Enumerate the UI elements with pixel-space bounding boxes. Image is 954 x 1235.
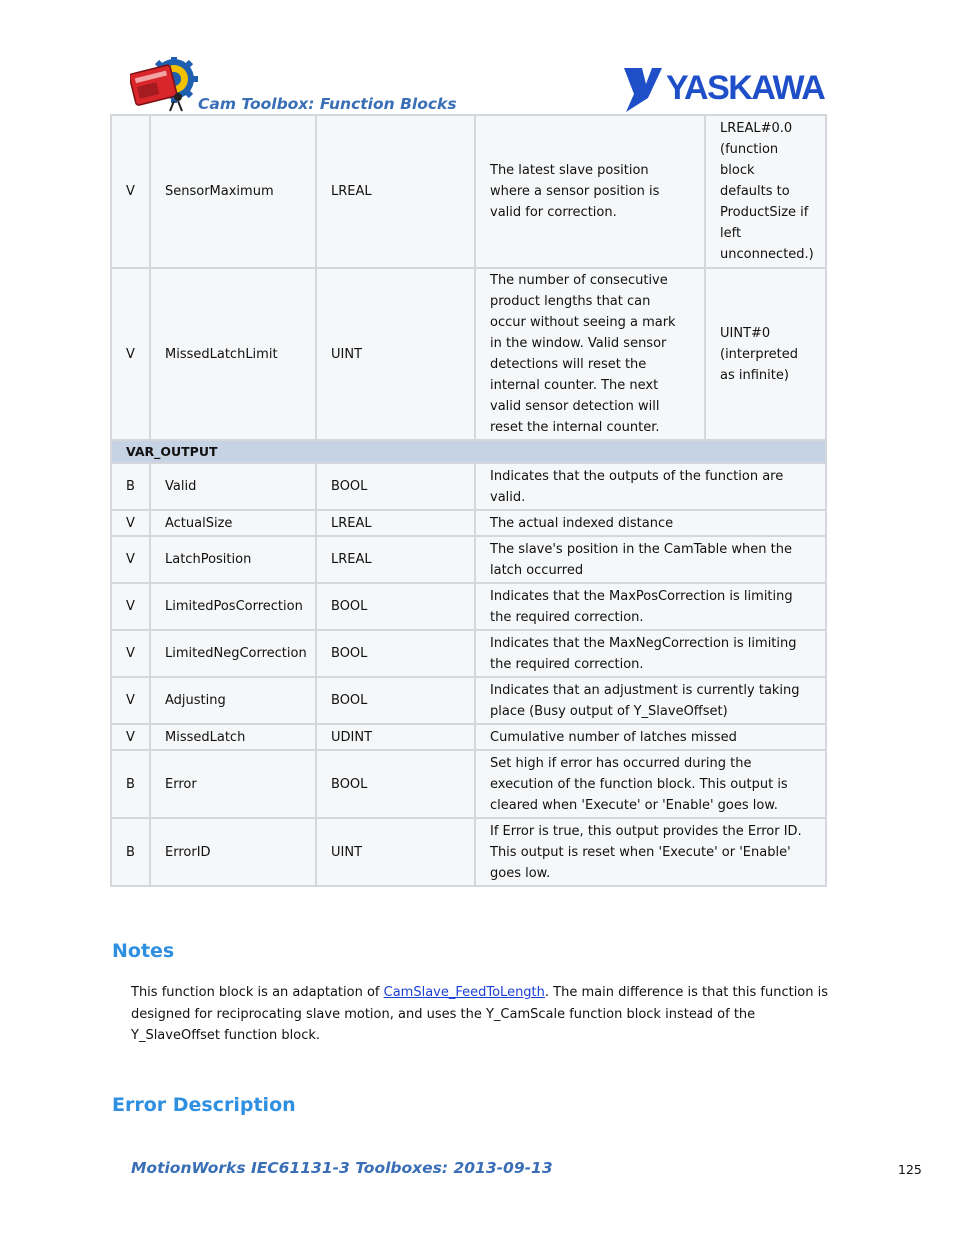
param-datatype: LREAL <box>317 511 474 535</box>
notes-text-before: This function block is an adaptation of <box>131 985 384 1000</box>
param-datatype: UINT <box>317 269 474 439</box>
param-description: Set high if error has occurred during the execution of the function block. This output is cleared when 'Execute' or 'Enable' goes low. <box>476 751 825 817</box>
param-type: V <box>112 584 149 629</box>
param-name: LimitedNegCorrection <box>151 631 315 676</box>
param-name: MissedLatch <box>151 725 315 749</box>
param-type: V <box>112 631 149 676</box>
footer-title: MotionWorks IEC61131-3 Toolboxes: 2013-09-13 <box>131 1159 553 1177</box>
param-name: LatchPosition <box>151 537 315 582</box>
table-row <box>112 725 825 749</box>
param-type: V <box>112 269 149 439</box>
param-name: ActualSize <box>151 511 315 535</box>
camslave-feedtolength-link[interactable]: CamSlave_FeedToLength <box>383 985 545 1000</box>
param-default: LREAL#0.0 (function block defaults to ProductSize if left unconnected.) <box>706 116 825 267</box>
param-description: Indicates that the MaxNegCorrection is limiting the required correction. <box>476 631 825 676</box>
param-datatype: UDINT <box>317 725 474 749</box>
param-description: Cumulative number of latches missed <box>476 725 825 749</box>
param-datatype: UINT <box>317 819 474 885</box>
table-row <box>112 751 825 817</box>
param-datatype: BOOL <box>317 631 474 676</box>
notes-text-after: . The main difference is that this function is designed for reciprocating slave motion, and uses the Y_CamScale function block instead of the Y_SlaveOffset function block. <box>131 985 829 1043</box>
param-description: Indicates that the MaxPosCorrection is limiting the required correction. <box>476 584 825 629</box>
param-type: B <box>112 751 149 817</box>
param-name: LimitedPosCorrection <box>151 584 315 629</box>
param-name: Error <box>151 751 315 817</box>
page-number: 125 <box>898 1162 922 1177</box>
param-type: V <box>112 511 149 535</box>
notes-paragraph <box>131 982 831 1047</box>
param-name: Adjusting <box>151 678 315 723</box>
error-description-heading: Error Description <box>112 1094 296 1116</box>
param-description: The latest slave position where a sensor position is valid for correction. <box>476 116 704 267</box>
table-row <box>112 631 825 676</box>
param-datatype: BOOL <box>317 464 474 509</box>
param-datatype: LREAL <box>317 537 474 582</box>
table-row <box>112 511 825 535</box>
param-type: V <box>112 116 149 267</box>
table-row <box>112 116 825 267</box>
param-description: The number of consecutive product lengths that can occur without seeing a mark in the window. Valid sensor detections will reset the internal counter. The next valid sensor detection will reset the internal counter. <box>476 269 704 439</box>
param-type: V <box>112 678 149 723</box>
toolbox-logo-icon <box>130 57 200 112</box>
param-description: The actual indexed distance <box>476 511 825 535</box>
param-name: SensorMaximum <box>151 116 315 267</box>
table-row <box>112 584 825 629</box>
section-row <box>112 441 825 462</box>
svg-text:YASKAWA: YASKAWA <box>666 69 825 107</box>
parameter-table <box>110 114 827 887</box>
param-description: The slave's position in the CamTable when the latch occurred <box>476 537 825 582</box>
yaskawa-logo <box>622 66 844 112</box>
param-datatype: LREAL <box>317 116 474 267</box>
table-row <box>112 269 825 439</box>
param-description: Indicates that the outputs of the function are valid. <box>476 464 825 509</box>
param-name: ErrorID <box>151 819 315 885</box>
param-type: V <box>112 537 149 582</box>
param-type: B <box>112 464 149 509</box>
table-row <box>112 678 825 723</box>
param-name: Valid <box>151 464 315 509</box>
table-row <box>112 537 825 582</box>
table-row <box>112 464 825 509</box>
section-label: VAR_OUTPUT <box>112 441 825 462</box>
param-type: B <box>112 819 149 885</box>
header-title: Cam Toolbox: Function Blocks <box>198 95 457 113</box>
param-description: Indicates that an adjustment is currently taking place (Busy output of Y_SlaveOffset) <box>476 678 825 723</box>
param-name: MissedLatchLimit <box>151 269 315 439</box>
table-row <box>112 819 825 885</box>
param-datatype: BOOL <box>317 678 474 723</box>
notes-heading: Notes <box>112 940 175 962</box>
param-default: UINT#0 (interpreted as infinite) <box>706 269 825 439</box>
param-datatype: BOOL <box>317 751 474 817</box>
param-type: V <box>112 725 149 749</box>
param-datatype: BOOL <box>317 584 474 629</box>
param-description: If Error is true, this output provides the Error ID. This output is reset when 'Execute' or 'Enable' goes low. <box>476 819 825 885</box>
